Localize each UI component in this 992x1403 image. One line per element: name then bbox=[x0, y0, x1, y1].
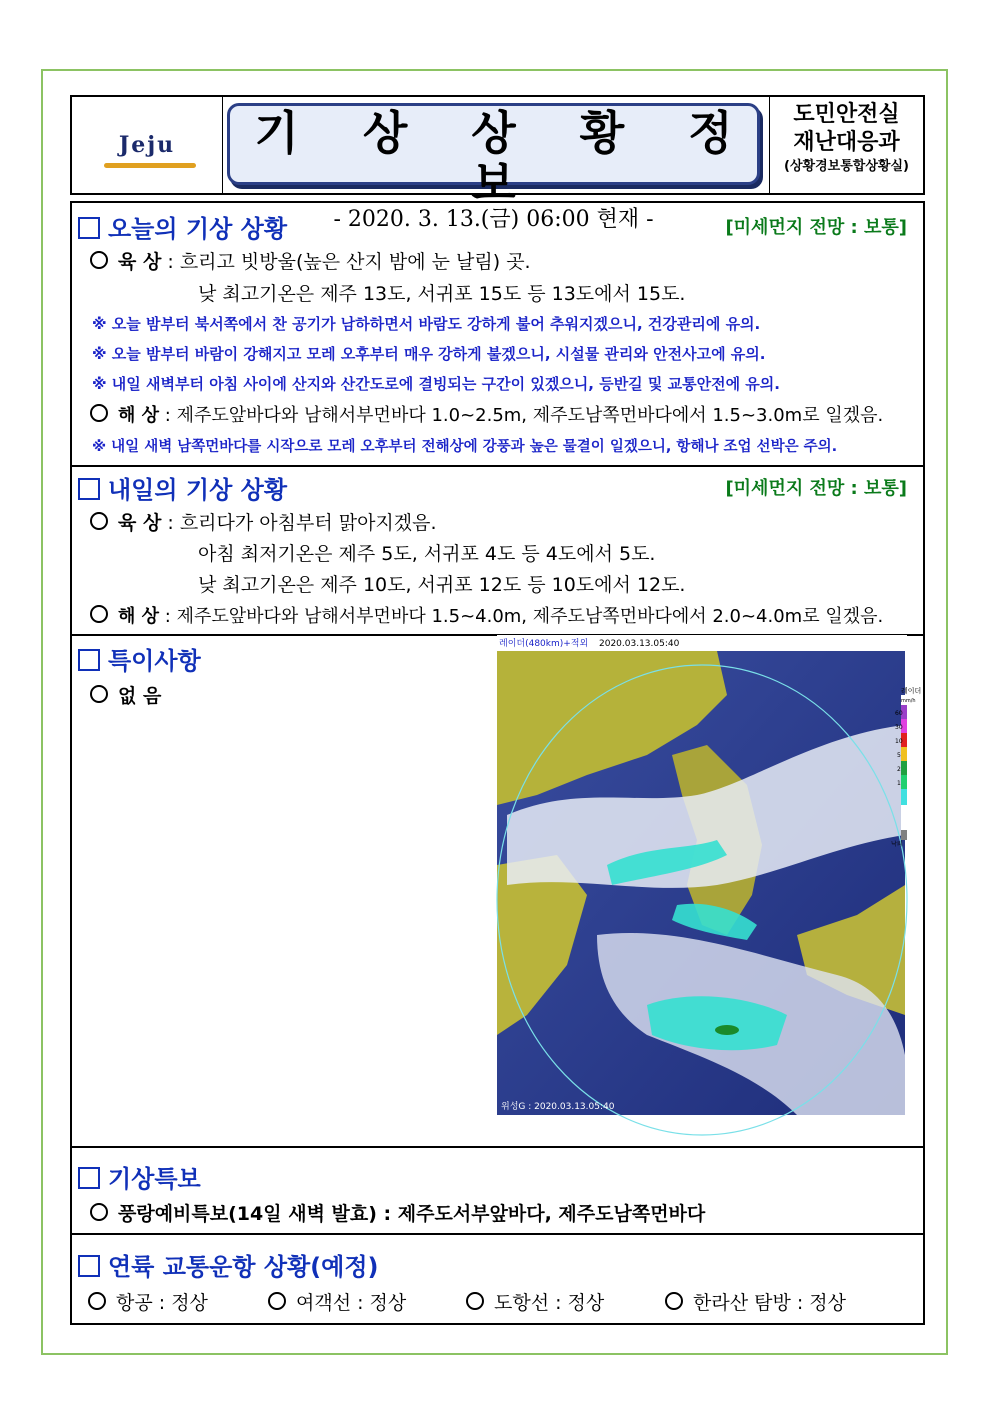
dept-line-2: 재난대응과 bbox=[793, 130, 900, 155]
tomorrow-title-text: 내일의 기상 상황 bbox=[108, 476, 287, 504]
page-title: 기 상 상 황 정 보 bbox=[254, 106, 757, 210]
checkbox-square-icon bbox=[78, 1255, 100, 1277]
circle-bullet-icon bbox=[268, 1292, 286, 1310]
logo-text: Jeju bbox=[118, 132, 176, 158]
divider bbox=[72, 1233, 923, 1235]
report-date: - 2020. 3. 13.(금) 06:00 현재 - bbox=[333, 207, 654, 232]
radar-map-graphic bbox=[497, 635, 922, 1115]
today-land-label: 육 상 bbox=[118, 251, 162, 273]
tomorrow-sea-label: 해 상 bbox=[118, 606, 160, 627]
today-sea-label: 해 상 bbox=[118, 405, 160, 426]
tomorrow-land-text-3: 낮 최고기온은 제주 10도, 서귀포 12도 등 10도에서 12도. bbox=[198, 574, 686, 596]
traffic-item-hallasan bbox=[665, 1288, 846, 1315]
traffic-hallasan-text: 한라산 탐방 : 정상 bbox=[693, 1292, 846, 1314]
satellite-footer: 위성G : 2020.03.13.05:40 bbox=[501, 1102, 615, 1112]
logo-swoosh bbox=[104, 163, 196, 168]
today-note-3: ※ 내일 새벽부터 아침 사이에 산지와 산간도로에 결빙되는 구간이 있겠으니, 등반길 및 교통안전에 유의. bbox=[92, 375, 780, 393]
legend-value: 2 bbox=[897, 766, 901, 773]
legend-swatch bbox=[901, 775, 907, 789]
legend-value: 60 bbox=[895, 710, 903, 717]
traffic-item-island-ferry bbox=[466, 1288, 604, 1315]
tomorrow-land-line bbox=[90, 508, 437, 535]
legend-value: 30 bbox=[895, 724, 903, 731]
special-section-title bbox=[78, 641, 201, 676]
today-note-2: ※ 오늘 밤부터 바람이 강해지고 모레 오후부터 매우 강하게 불겠으니, 시설물 관리와 안전사고에 유의. bbox=[92, 345, 766, 363]
main-box bbox=[70, 201, 925, 1325]
today-land-text-2: 낮 최고기온은 제주 13도, 서귀포 15도 등 13도에서 15도. bbox=[198, 283, 686, 305]
tomorrow-dust-forecast: [미세먼지 전망 : 보통] bbox=[725, 478, 907, 499]
legend-swatch bbox=[901, 761, 907, 775]
legend-swatch-lightning bbox=[901, 830, 907, 840]
warning-item-text: 풍랑예비특보(14일 새벽 발효) : 제주도서부앞바다, 제주도남쪽먼바다 bbox=[118, 1203, 706, 1225]
checkbox-square-icon bbox=[78, 649, 100, 671]
legend-unit: mm/h bbox=[901, 698, 916, 704]
warning-title-text: 기상특보 bbox=[108, 1165, 201, 1193]
today-land-line bbox=[90, 247, 531, 274]
traffic-title-text: 연륙 교통운항 상황(예정) bbox=[108, 1253, 379, 1281]
tomorrow-sea-text: : 제주도앞바다와 남해서부먼바다 1.5~4.0m, 제주도남쪽먼바다에서 2.0~4.0m로 일겠음. bbox=[164, 606, 884, 627]
checkbox-square-icon bbox=[78, 217, 100, 239]
divider bbox=[72, 1146, 923, 1148]
traffic-air-text: 항공 : 정상 bbox=[116, 1292, 208, 1314]
special-item-text: 없 음 bbox=[118, 685, 162, 707]
checkbox-square-icon bbox=[78, 1167, 100, 1189]
warning-item bbox=[90, 1199, 705, 1226]
radar-echo-core bbox=[715, 1025, 739, 1035]
tomorrow-land-label: 육 상 bbox=[118, 512, 162, 534]
circle-bullet-icon bbox=[90, 685, 108, 703]
legend-value: 1 bbox=[897, 780, 901, 787]
title-panel bbox=[227, 103, 760, 232]
traffic-ferry-text: 여객선 : 정상 bbox=[296, 1292, 407, 1314]
today-note-4: ※ 내일 새벽 남쪽먼바다를 시작으로 모레 오후부터 전해상에 강풍과 높은 물결이 일겠으니, 항해나 조업 선박은 주의. bbox=[92, 439, 838, 455]
radar-header-label: 레이더(480km)+적외 bbox=[499, 639, 589, 649]
circle-bullet-icon bbox=[90, 605, 108, 623]
legend-lightning: 낙뢰 bbox=[891, 841, 903, 848]
legend-swatch bbox=[901, 789, 907, 805]
warning-section-title bbox=[78, 1159, 201, 1194]
radar-time: 2020.03.13.05:40 bbox=[599, 639, 680, 649]
special-title-text: 특이사항 bbox=[108, 647, 201, 675]
legend-title: 레이더 bbox=[901, 687, 922, 695]
circle-bullet-icon bbox=[90, 512, 108, 530]
circle-bullet-icon bbox=[88, 1292, 106, 1310]
traffic-item-ferry bbox=[268, 1288, 406, 1315]
tomorrow-section-title bbox=[78, 470, 287, 505]
legend-swatch bbox=[901, 747, 907, 761]
divider bbox=[72, 465, 923, 467]
jeju-logo bbox=[72, 97, 223, 193]
circle-bullet-icon bbox=[665, 1292, 683, 1310]
dept-line-3: (상황경보통합상황실) bbox=[784, 159, 909, 174]
dept-line-1: 도민안전실 bbox=[793, 102, 900, 127]
today-dust-forecast: [미세먼지 전망 : 보통] bbox=[725, 217, 907, 238]
special-item bbox=[90, 681, 161, 708]
legend-value: 5 bbox=[897, 752, 901, 759]
circle-bullet-icon bbox=[90, 1203, 108, 1221]
circle-bullet-icon bbox=[90, 251, 108, 269]
radar-satellite-image bbox=[497, 635, 922, 1115]
today-title-text: 오늘의 기상 상황 bbox=[108, 215, 287, 243]
traffic-item-air bbox=[88, 1288, 208, 1315]
today-note-1: ※ 오늘 밤부터 북서쪽에서 찬 공기가 남하하면서 바람도 강하게 불어 추워지겠으니, 건강관리에 유의. bbox=[92, 315, 761, 333]
circle-bullet-icon bbox=[466, 1292, 484, 1310]
today-sea-line bbox=[90, 401, 883, 427]
traffic-island-ferry-text: 도항선 : 정상 bbox=[494, 1292, 605, 1314]
today-land-text-1: : 흐리고 빗방울(높은 산지 밤에 눈 날림) 곳. bbox=[167, 251, 531, 273]
department bbox=[769, 97, 923, 193]
checkbox-square-icon bbox=[78, 478, 100, 500]
legend-value: 10 bbox=[895, 738, 903, 745]
tomorrow-land-text-2: 아침 최저기온은 제주 5도, 서귀포 4도 등 4도에서 5도. bbox=[198, 543, 656, 565]
circle-bullet-icon bbox=[90, 404, 108, 422]
traffic-section-title bbox=[78, 1247, 379, 1282]
tomorrow-sea-line bbox=[90, 602, 883, 628]
today-section-title bbox=[78, 209, 287, 244]
today-sea-text: : 제주도앞바다와 남해서부먼바다 1.0~2.5m, 제주도남쪽먼바다에서 1.5~3.0m로 일겠음. bbox=[164, 405, 884, 426]
tomorrow-land-text-1: : 흐리다가 아침부터 맑아지겠음. bbox=[167, 512, 437, 534]
